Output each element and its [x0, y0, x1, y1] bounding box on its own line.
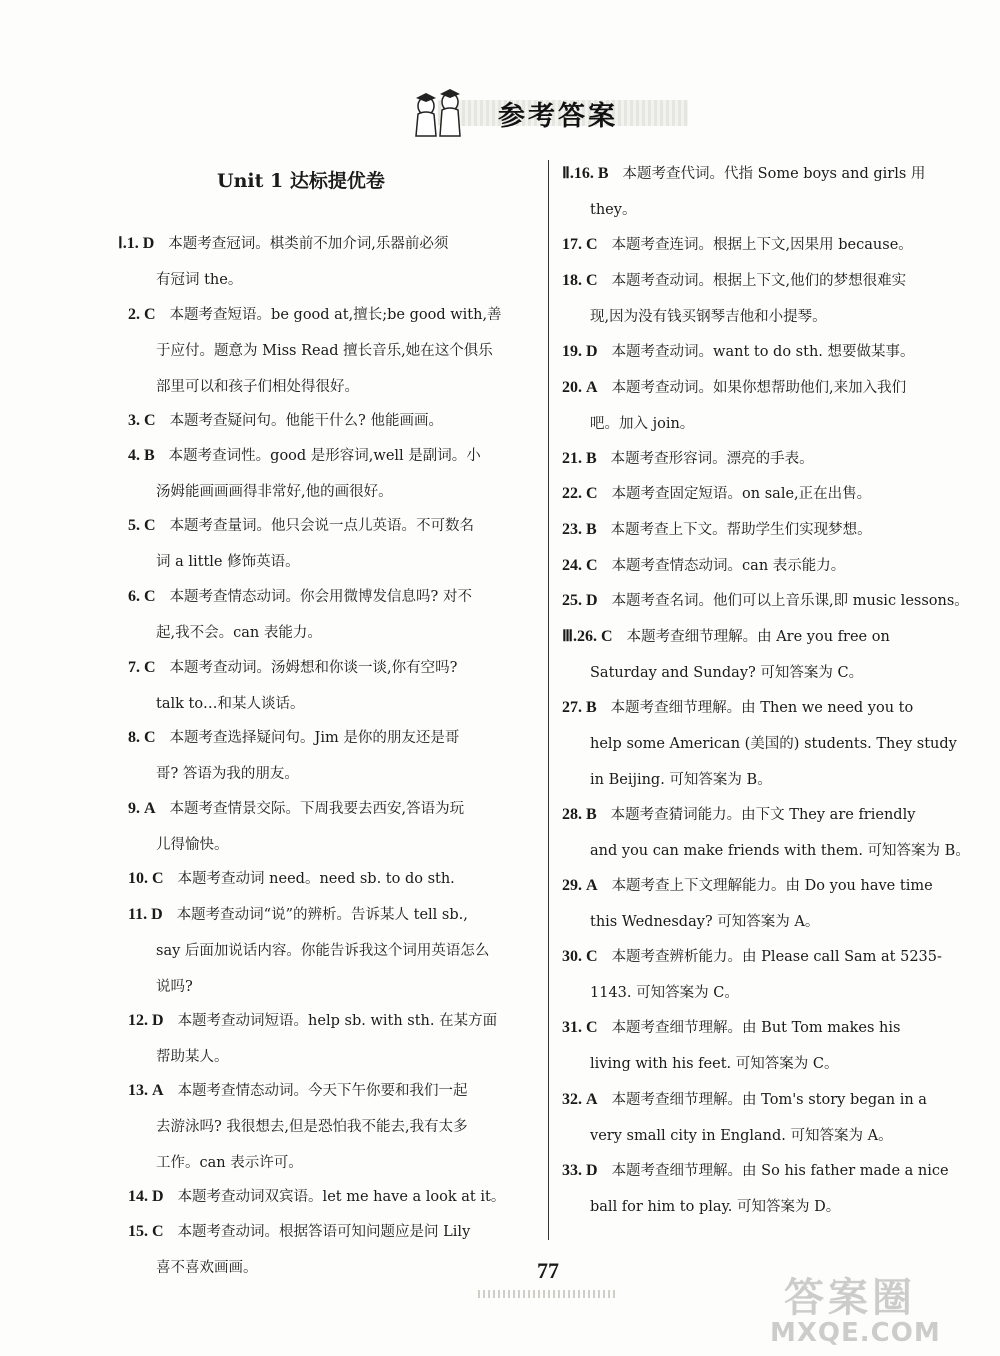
answer-item: [562, 939, 942, 1011]
explanation-text: 哥? 答语为我的朋友。: [156, 766, 299, 783]
question-number: 24.: [562, 556, 582, 574]
explanation-text: 有冠词 the。: [156, 272, 243, 288]
question-number: 10.: [128, 870, 148, 888]
answer-letter: C: [586, 1019, 598, 1037]
answer-item: [128, 1179, 505, 1215]
answer-letter: C: [144, 305, 156, 323]
explanation-text: 本题考查动词双宾语。let me have a look at it。: [177, 1189, 506, 1206]
explanation-text: talk to…和某人谈话。: [156, 695, 305, 712]
explanation-text: this Wednesday? 可知答案为 A。: [590, 914, 820, 930]
answer-item: [562, 370, 906, 442]
site-watermark: [770, 1262, 995, 1354]
explanation-text: 本题考查词性。good 是形容词,well 是副词。小: [168, 447, 481, 464]
answer-letter: C: [586, 948, 598, 966]
question-number: 3.: [128, 411, 140, 429]
answer-letter: C: [152, 1223, 164, 1241]
question-number: 20.: [562, 378, 582, 396]
question-number: 5.: [128, 517, 140, 535]
answer-item: [562, 227, 913, 263]
answer-item: [128, 650, 457, 722]
question-number: 8.: [128, 729, 140, 747]
answer-letter: B: [144, 446, 155, 464]
answer-letter: C: [144, 588, 156, 605]
question-number: 7.: [128, 658, 140, 676]
answer-item: [562, 1010, 900, 1082]
question-number: 18.: [562, 271, 582, 289]
answer-letter: D: [151, 905, 163, 923]
answer-item: [562, 1082, 927, 1154]
explanation-text: 本题考查疑问句。他能干什么? 他能画画。: [169, 412, 443, 429]
answer-item: [128, 1003, 497, 1075]
explanation-text: 本题考查情态动词。你会用微博发信息吗? 对不: [169, 589, 472, 605]
explanation-text: living with his feet. 可知答案为 C。: [590, 1056, 839, 1073]
column-divider: [548, 160, 549, 1240]
answer-item: [562, 548, 845, 584]
answer-item: [128, 1214, 470, 1286]
question-number: 32.: [562, 1090, 582, 1108]
explanation-text: 本题考查动词“说”的辨析。告诉某人 tell sb.,: [176, 906, 468, 923]
answer-item: [128, 791, 464, 863]
answer-letter: D: [152, 1188, 164, 1206]
answer-letter: A: [586, 378, 598, 396]
answer-letter: B: [586, 805, 597, 823]
explanation-text: very small city in England. 可知答案为 A。: [590, 1127, 893, 1144]
question-number: 30.: [562, 948, 582, 966]
answer-item: [128, 897, 489, 1005]
question-number: 33.: [562, 1161, 582, 1179]
explanation-text: 本题考查情景交际。下周我要去西安,答语为玩: [169, 800, 465, 817]
answer-letter: A: [586, 1090, 598, 1108]
question-number: 27.: [562, 699, 582, 716]
answer-item: [562, 583, 969, 619]
answer-letter: A: [152, 1082, 164, 1100]
watermark-logo-text: 答案圈: [784, 1275, 916, 1321]
answer-letter: B: [586, 699, 597, 716]
question-number: 2.: [128, 305, 140, 323]
answer-item: [562, 512, 872, 548]
explanation-text: 本题考查辨析能力。由 Please call Sam at 5235-: [611, 949, 942, 966]
explanation-text: 本题考查冠词。棋类前不加介词,乐器前必须: [168, 236, 449, 252]
answer-item: [562, 476, 871, 512]
explanation-text: and you can make friends with them. 可知答案为 B。: [590, 842, 970, 859]
answer-letter: B: [597, 165, 609, 182]
explanation-text: 1143. 可知答案为 C。: [590, 985, 739, 1002]
explanation-text: 本题考查上下文。帮助学生们实现梦想。: [610, 522, 872, 538]
question-number: 12.: [128, 1011, 148, 1029]
answer-item: [128, 508, 474, 580]
page-number: 77: [537, 1258, 559, 1283]
answer-letter: D: [586, 343, 598, 360]
explanation-text: 吧。加入 join。: [590, 415, 695, 432]
question-number: 13.: [128, 1082, 148, 1100]
answer-item: [128, 579, 472, 651]
explanation-text: 本题考查情态动词。今天下午你要和我们一起: [177, 1083, 468, 1100]
graduates-illustration-icon: [408, 80, 468, 138]
answer-letter: C: [152, 870, 164, 888]
answer-letter: C: [144, 411, 156, 429]
explanation-text: 本题考查动词。根据答语可知问题应是问 Lily: [177, 1224, 471, 1241]
question-number: 9.: [128, 799, 140, 817]
question-number: 31.: [562, 1019, 582, 1037]
explanation-text: 本题考查选择疑问句。Jim 是你的朋友还是哥: [169, 730, 460, 747]
unit-title: Unit 1 达标提优卷: [217, 170, 385, 192]
question-number: 14.: [128, 1188, 148, 1206]
answer-item: [118, 226, 448, 298]
answer-letter: D: [586, 1161, 598, 1179]
explanation-text: 本题考查动词。根据上下文,他们的梦想很难实: [611, 272, 907, 289]
answer-item: [128, 403, 443, 439]
explanation-text: 本题考查情态动词。can 表示能力。: [611, 557, 846, 574]
question-number: 25.: [562, 592, 582, 610]
answer-item: [562, 156, 925, 228]
answer-letter: B: [586, 521, 597, 538]
footer-decoration: [478, 1290, 618, 1298]
answer-letter: C: [144, 517, 156, 535]
question-number: Ⅲ.26.: [562, 627, 598, 645]
question-number: Ⅱ.16.: [562, 165, 594, 182]
question-number: Ⅰ.1.: [118, 235, 139, 252]
explanation-text: 去游泳吗? 我很想去,但是恐怕我不能去,我有太多: [156, 1119, 468, 1136]
answer-item: [562, 1153, 949, 1225]
answer-item: [128, 720, 459, 792]
question-number: 22.: [562, 485, 582, 503]
answer-letter: C: [586, 236, 598, 254]
answer-item: [128, 297, 502, 405]
answer-letter: D: [586, 592, 598, 610]
answer-item: [562, 868, 933, 940]
question-number: 6.: [128, 588, 140, 605]
explanation-text: 工作。can 表示许可。: [156, 1155, 303, 1172]
explanation-text: help some American (美国的) students. They study: [590, 736, 957, 752]
answer-letter: B: [586, 449, 597, 467]
explanation-text: 本题考查动词。want to do sth. 想要做某事。: [611, 344, 915, 360]
answer-item: [128, 861, 455, 897]
question-number: 19.: [562, 343, 582, 360]
question-number: 4.: [128, 446, 140, 464]
explanation-text: 本题考查形容词。漂亮的手表。: [610, 450, 814, 467]
question-number: 21.: [562, 449, 582, 467]
answer-letter: D: [152, 1011, 164, 1029]
explanation-text: 本题考查上下文理解能力。由 Do you have time: [611, 878, 933, 894]
answer-letter: C: [586, 556, 598, 574]
answer-letter: C: [586, 271, 598, 289]
explanation-text: 本题考查连词。根据上下文,因果用 because。: [611, 237, 913, 254]
explanation-text: 儿得愉快。: [156, 836, 229, 853]
explanation-text: 本题考查名词。他们可以上音乐课,即 music lessons。: [611, 593, 969, 610]
question-number: 29.: [562, 877, 582, 894]
answer-letter: C: [144, 658, 156, 676]
answer-letter: A: [144, 799, 156, 817]
answer-item: [562, 263, 906, 335]
explanation-text: 本题考查动词。汤姆想和你谈一谈,你有空吗?: [169, 659, 458, 676]
watermark-url: MXQE.COM: [770, 1318, 941, 1348]
explanation-text: 本题考查细节理解。由 Then we need you to: [610, 700, 914, 716]
answer-item: [562, 334, 915, 370]
answer-item: [562, 619, 890, 691]
explanation-text: 本题考查代词。代指 Some boys and girls 用: [622, 166, 926, 182]
explanation-text: 帮助某人。: [156, 1048, 229, 1065]
header-banner: [408, 86, 678, 138]
answer-item: [128, 1073, 468, 1181]
answer-item: [562, 797, 970, 869]
explanation-text: say 后面加说话内容。你能告诉我这个词用英语怎么: [156, 942, 490, 959]
explanation-text: 词 a little 修饰英语。: [156, 554, 300, 571]
explanation-text: Saturday and Sunday? 可知答案为 C。: [590, 664, 864, 681]
explanation-text: ball for him to play. 可知答案为 D。: [590, 1198, 841, 1215]
explanation-text: 本题考查细节理解。由 Tom's story began in a: [611, 1091, 927, 1108]
explanation-text: 本题考查动词。如果你想帮助他们,来加入我们: [611, 379, 907, 396]
explanation-text: 本题考查细节理解。由 Are you free on: [626, 628, 890, 645]
answer-item: [562, 441, 814, 477]
answer-letter: D: [142, 235, 155, 252]
explanation-text: 部里可以和孩子们相处得很好。: [156, 378, 359, 395]
answer-item: [128, 438, 481, 510]
explanation-text: 本题考查细节理解。由 So his father made a nice: [611, 1162, 949, 1179]
explanation-text: in Beijing. 可知答案为 B。: [590, 772, 772, 788]
explanation-text: 于应付。题意为 Miss Read 擅长音乐,她在这个俱乐: [156, 342, 493, 359]
explanation-text: 汤姆能画画画得非常好,他的画很好。: [156, 483, 393, 500]
question-number: 23.: [562, 521, 582, 538]
question-number: 11.: [128, 905, 148, 923]
answer-letter: C: [144, 729, 156, 747]
explanation-text: 本题考查短语。be good at,擅长;be good with,善: [169, 306, 502, 323]
question-number: 17.: [562, 236, 582, 254]
explanation-text: 本题考查量词。他只会说一点儿英语。不可数名: [169, 518, 475, 535]
explanation-text: 本题考查猜词能力。由下文 They are friendly: [610, 806, 916, 823]
explanation-text: 本题考查细节理解。由 But Tom makes his: [611, 1020, 901, 1037]
answer-item: [562, 690, 957, 798]
explanation-text: 本题考查动词短语。help sb. with sth. 在某方面: [177, 1012, 498, 1029]
question-number: 15.: [128, 1223, 148, 1241]
explanation-text: 喜不喜欢画画。: [156, 1260, 258, 1277]
explanation-text: they。: [590, 202, 637, 218]
answer-letter: C: [586, 485, 598, 503]
answer-letter: C: [601, 627, 613, 645]
explanation-text: 本题考查动词 need。need sb. to do sth.: [177, 871, 455, 888]
explanation-text: 起,我不会。can 表能力。: [156, 625, 322, 641]
page-title: 参考答案: [498, 101, 618, 132]
answer-letter: A: [586, 877, 598, 894]
question-number: 28.: [562, 805, 582, 823]
explanation-text: 现,因为没有钱买钢琴吉他和小提琴。: [590, 308, 827, 325]
explanation-text: 说吗?: [156, 978, 193, 995]
explanation-text: 本题考查固定短语。on sale,正在出售。: [611, 486, 872, 503]
